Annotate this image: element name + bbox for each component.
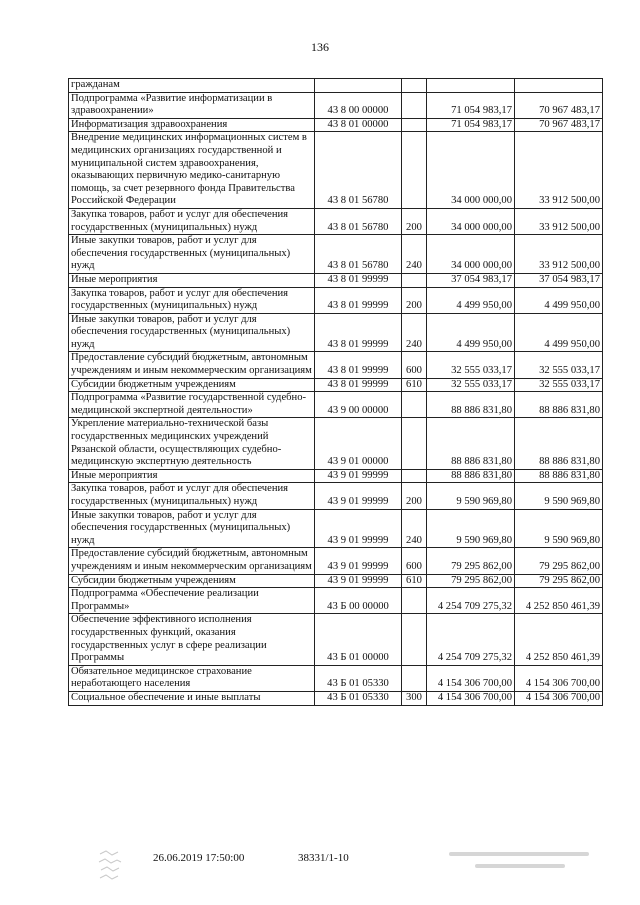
row-sum-executed: 32 555 033,17 — [515, 378, 603, 392]
table-row — [69, 548, 603, 574]
row-name: Иные закупки товаров, работ и услуг для обеспечения государственных (муниципальных) нужд — [69, 313, 315, 352]
table-row — [69, 691, 603, 705]
row-name: Подпрограмма «Обеспечение реализации Программы» — [69, 588, 315, 614]
row-vr — [402, 588, 427, 614]
table-row — [69, 352, 603, 378]
row-sum-2019: 34 000 000,00 — [427, 235, 515, 274]
row-name: Обязательное медицинское страхование неработающего населения — [69, 665, 315, 691]
row-sum-executed: 4 252 850 461,39 — [515, 614, 603, 665]
row-sum-2019 — [427, 79, 515, 93]
row-sum-2019: 9 590 969,80 — [427, 509, 515, 548]
row-name: Закупка товаров, работ и услуг для обеспечения государственных (муниципальных) нужд — [69, 483, 315, 509]
row-sum-executed — [515, 79, 603, 93]
table-row — [69, 132, 603, 209]
row-name: гражданам — [69, 79, 315, 93]
row-sum-executed: 79 295 862,00 — [515, 548, 603, 574]
row-sum-2019: 79 295 862,00 — [427, 574, 515, 588]
table-row — [69, 118, 603, 132]
row-name: Иные закупки товаров, работ и услуг для обеспечения государственных (муниципальных) нужд — [69, 235, 315, 274]
row-vr — [402, 118, 427, 132]
row-csr: 43 Б 01 05330 — [315, 665, 402, 691]
footer-doc-number: 38331/1-10 — [298, 852, 349, 864]
row-csr: 43 8 01 99999 — [315, 352, 402, 378]
row-vr — [402, 469, 427, 483]
row-sum-2019: 37 054 983,17 — [427, 273, 515, 287]
row-sum-2019: 79 295 862,00 — [427, 548, 515, 574]
table-row — [69, 378, 603, 392]
row-sum-2019: 9 590 969,80 — [427, 483, 515, 509]
row-sum-executed: 37 054 983,17 — [515, 273, 603, 287]
row-sum-2019: 34 000 000,00 — [427, 132, 515, 209]
row-vr — [402, 392, 427, 418]
row-sum-2019: 4 254 709 275,32 — [427, 614, 515, 665]
row-csr: 43 Б 00 00000 — [315, 588, 402, 614]
row-sum-2019: 88 886 831,80 — [427, 418, 515, 469]
row-name: Подпрограмма «Развитие государственной судебно-медицинской экспертной деятельности» — [69, 392, 315, 418]
row-sum-executed: 33 912 500,00 — [515, 208, 603, 234]
row-vr — [402, 614, 427, 665]
row-sum-executed: 4 252 850 461,39 — [515, 588, 603, 614]
row-name: Иные мероприятия — [69, 273, 315, 287]
row-vr: 610 — [402, 378, 427, 392]
row-sum-executed: 32 555 033,17 — [515, 352, 603, 378]
row-csr: 43 8 01 99999 — [315, 273, 402, 287]
row-sum-executed: 33 912 500,00 — [515, 235, 603, 274]
row-sum-2019: 32 555 033,17 — [427, 378, 515, 392]
row-csr: 43 8 01 99999 — [315, 313, 402, 352]
row-vr: 240 — [402, 313, 427, 352]
row-name: Закупка товаров, работ и услуг для обеспечения государственных (муниципальных) нужд — [69, 208, 315, 234]
row-vr: 240 — [402, 509, 427, 548]
row-name: Внедрение медицинских информационных систем в медицинских организациях государственной и муниципальной систем здравоохранения, оказывающих первичную медико-санитарную помощь, за счет резервного фонда Правительства Российской Федерации — [69, 132, 315, 209]
table-row — [69, 235, 603, 274]
table-row — [69, 574, 603, 588]
row-csr: 43 9 01 99999 — [315, 548, 402, 574]
table-row — [69, 665, 603, 691]
row-csr: 43 Б 01 00000 — [315, 614, 402, 665]
row-name: Иные закупки товаров, работ и услуг для обеспечения государственных (муниципальных) нужд — [69, 509, 315, 548]
footer — [0, 848, 640, 888]
row-sum-2019: 71 054 983,17 — [427, 118, 515, 132]
table-row — [69, 483, 603, 509]
row-csr: 43 8 01 99999 — [315, 378, 402, 392]
table-row — [69, 273, 603, 287]
row-csr: 43 8 01 00000 — [315, 118, 402, 132]
row-vr — [402, 665, 427, 691]
row-name: Закупка товаров, работ и услуг для обеспечения государственных (муниципальных) нужд — [69, 287, 315, 313]
row-sum-executed: 70 967 483,17 — [515, 118, 603, 132]
row-vr — [402, 92, 427, 118]
faded-stamp-icon — [445, 848, 595, 878]
row-sum-executed: 88 886 831,80 — [515, 469, 603, 483]
row-sum-executed: 88 886 831,80 — [515, 392, 603, 418]
row-vr: 600 — [402, 548, 427, 574]
row-sum-2019: 4 154 306 700,00 — [427, 691, 515, 705]
row-vr: 240 — [402, 235, 427, 274]
table-row — [69, 79, 603, 93]
row-csr: 43 9 01 99999 — [315, 469, 402, 483]
row-name: Субсидии бюджетным учреждениям — [69, 378, 315, 392]
row-csr: 43 8 01 56780 — [315, 235, 402, 274]
row-vr — [402, 273, 427, 287]
row-name: Предоставление субсидий бюджетным, автономным учреждениям и иным некоммерческим организациям — [69, 352, 315, 378]
table-row — [69, 614, 603, 665]
row-csr: 43 8 01 99999 — [315, 287, 402, 313]
row-sum-executed: 79 295 862,00 — [515, 574, 603, 588]
table-row — [69, 313, 603, 352]
table-row — [69, 588, 603, 614]
row-csr: 43 9 01 00000 — [315, 418, 402, 469]
row-sum-2019: 4 254 709 275,32 — [427, 588, 515, 614]
footer-timestamp: 26.06.2019 17:50:00 — [153, 852, 245, 864]
row-csr: 43 9 01 99999 — [315, 483, 402, 509]
row-vr: 610 — [402, 574, 427, 588]
table-row — [69, 418, 603, 469]
row-sum-executed: 4 154 306 700,00 — [515, 691, 603, 705]
row-sum-executed: 9 590 969,80 — [515, 483, 603, 509]
table-row — [69, 92, 603, 118]
row-csr: 43 9 01 99999 — [315, 574, 402, 588]
row-name: Подпрограмма «Развитие информатизации в здравоохранении» — [69, 92, 315, 118]
row-sum-executed: 70 967 483,17 — [515, 92, 603, 118]
row-name: Обеспечение эффективного исполнения государственных функций, оказания государственных услуг в сфере реализации Программы — [69, 614, 315, 665]
row-name: Укрепление материально-технической базы государственных медицинских учреждений Рязанской области, осуществляющих судебно-медицинскую экспертную деятельность — [69, 418, 315, 469]
row-name: Субсидии бюджетным учреждениям — [69, 574, 315, 588]
row-vr — [402, 132, 427, 209]
row-csr: 43 8 01 56780 — [315, 132, 402, 209]
row-csr — [315, 79, 402, 93]
row-sum-2019: 71 054 983,17 — [427, 92, 515, 118]
row-sum-2019: 88 886 831,80 — [427, 392, 515, 418]
row-csr: 43 Б 01 05330 — [315, 691, 402, 705]
row-sum-executed: 88 886 831,80 — [515, 418, 603, 469]
row-name: Социальное обеспечение и иные выплаты — [69, 691, 315, 705]
row-sum-2019: 4 499 950,00 — [427, 287, 515, 313]
row-vr: 200 — [402, 483, 427, 509]
stamp-mark-icon — [96, 848, 124, 882]
row-sum-2019: 4 499 950,00 — [427, 313, 515, 352]
budget-table — [68, 78, 603, 706]
row-name: Информатизация здравоохранения — [69, 118, 315, 132]
row-sum-executed: 9 590 969,80 — [515, 509, 603, 548]
row-csr: 43 9 01 99999 — [315, 509, 402, 548]
page-number: 136 — [311, 40, 329, 54]
row-name: Предоставление субсидий бюджетным, автономным учреждениям и иным некоммерческим организациям — [69, 548, 315, 574]
row-sum-2019: 32 555 033,17 — [427, 352, 515, 378]
table-row — [69, 287, 603, 313]
table-row — [69, 392, 603, 418]
row-sum-executed: 4 154 306 700,00 — [515, 665, 603, 691]
row-sum-executed: 33 912 500,00 — [515, 132, 603, 209]
row-name: Иные мероприятия — [69, 469, 315, 483]
row-vr: 200 — [402, 208, 427, 234]
row-sum-executed: 4 499 950,00 — [515, 287, 603, 313]
row-sum-2019: 88 886 831,80 — [427, 469, 515, 483]
table-row — [69, 509, 603, 548]
row-sum-executed: 4 499 950,00 — [515, 313, 603, 352]
row-vr: 300 — [402, 691, 427, 705]
row-sum-2019: 4 154 306 700,00 — [427, 665, 515, 691]
row-vr: 600 — [402, 352, 427, 378]
row-vr: 200 — [402, 287, 427, 313]
row-vr — [402, 418, 427, 469]
table-row — [69, 469, 603, 483]
row-sum-2019: 34 000 000,00 — [427, 208, 515, 234]
row-csr: 43 9 00 00000 — [315, 392, 402, 418]
row-vr — [402, 79, 427, 93]
row-csr: 43 8 00 00000 — [315, 92, 402, 118]
table-row — [69, 208, 603, 234]
row-csr: 43 8 01 56780 — [315, 208, 402, 234]
